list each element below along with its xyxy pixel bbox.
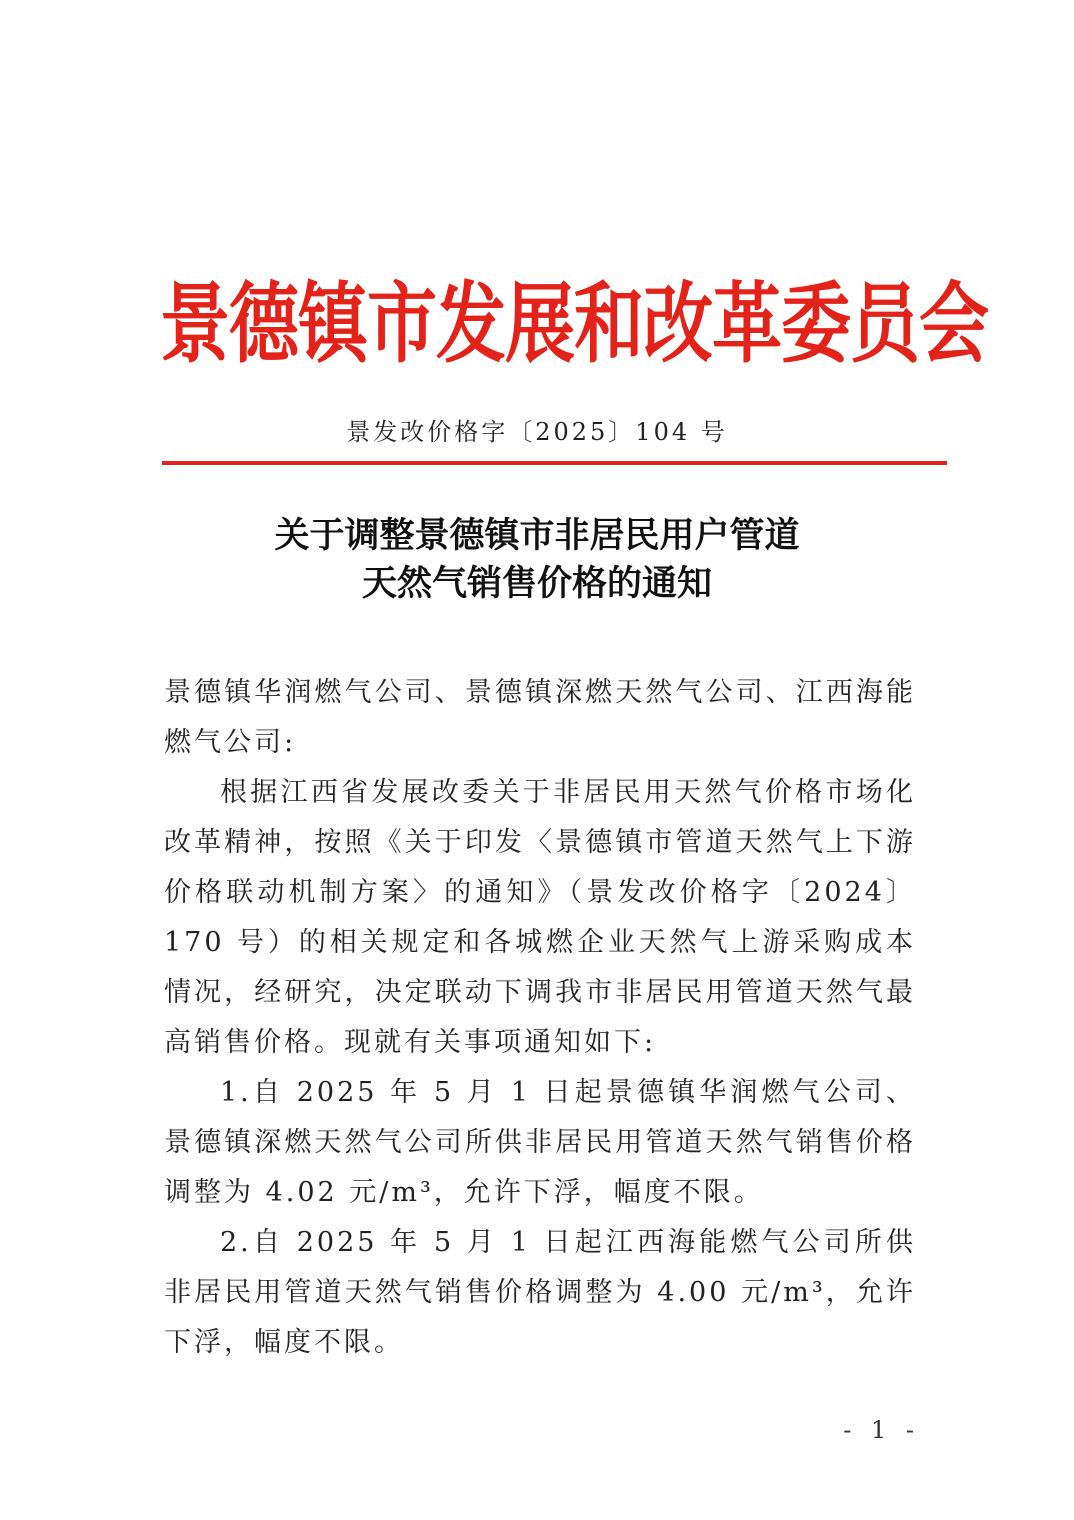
title-line-1: 关于调整景德镇市非居民用户管道 [274, 516, 800, 556]
red-divider-line [162, 461, 947, 465]
document-number: 景发改价格字〔2025〕104 号 [346, 418, 728, 446]
page-number: - 1 - [843, 1416, 920, 1444]
body-paragraph-1: 根据江西省发展改委关于非居民用天然气价格市场化改革精神，按照《关于印发〈景德镇市管道天然气上下游价格联动机制方案〉的通知》（景发改价格字〔2024〕170 号）的相关规定和各城燃企业天然气上游采购成本情况，经研究，决定联动下调我市非居民用管道天然气最高销售价格。现就有关事项通知如下: [164, 777, 916, 1058]
document-body [164, 668, 916, 1368]
body-item-2: 2.自 2025 年 5 月 1 日起江西海能燃气公司所供非居民用管道天然气销售价格调整为 4.00 元/m³，允许下浮，幅度不限。 [164, 1227, 916, 1358]
document-title [160, 512, 914, 608]
addressee-paragraph: 景德镇华润燃气公司、景德镇深燃天然气公司、江西海能燃气公司: [164, 677, 916, 758]
body-item-1: 1.自 2025 年 5 月 1 日起景德镇华润燃气公司、景德镇深燃天然气公司所供非居民用管道天然气销售价格调整为 4.02 元/m³，允许下浮，幅度不限。 [164, 1077, 916, 1208]
title-line-2: 天然气销售价格的通知 [361, 564, 712, 604]
issuer-header: 景德镇市发展和改革委员会 [160, 272, 988, 376]
